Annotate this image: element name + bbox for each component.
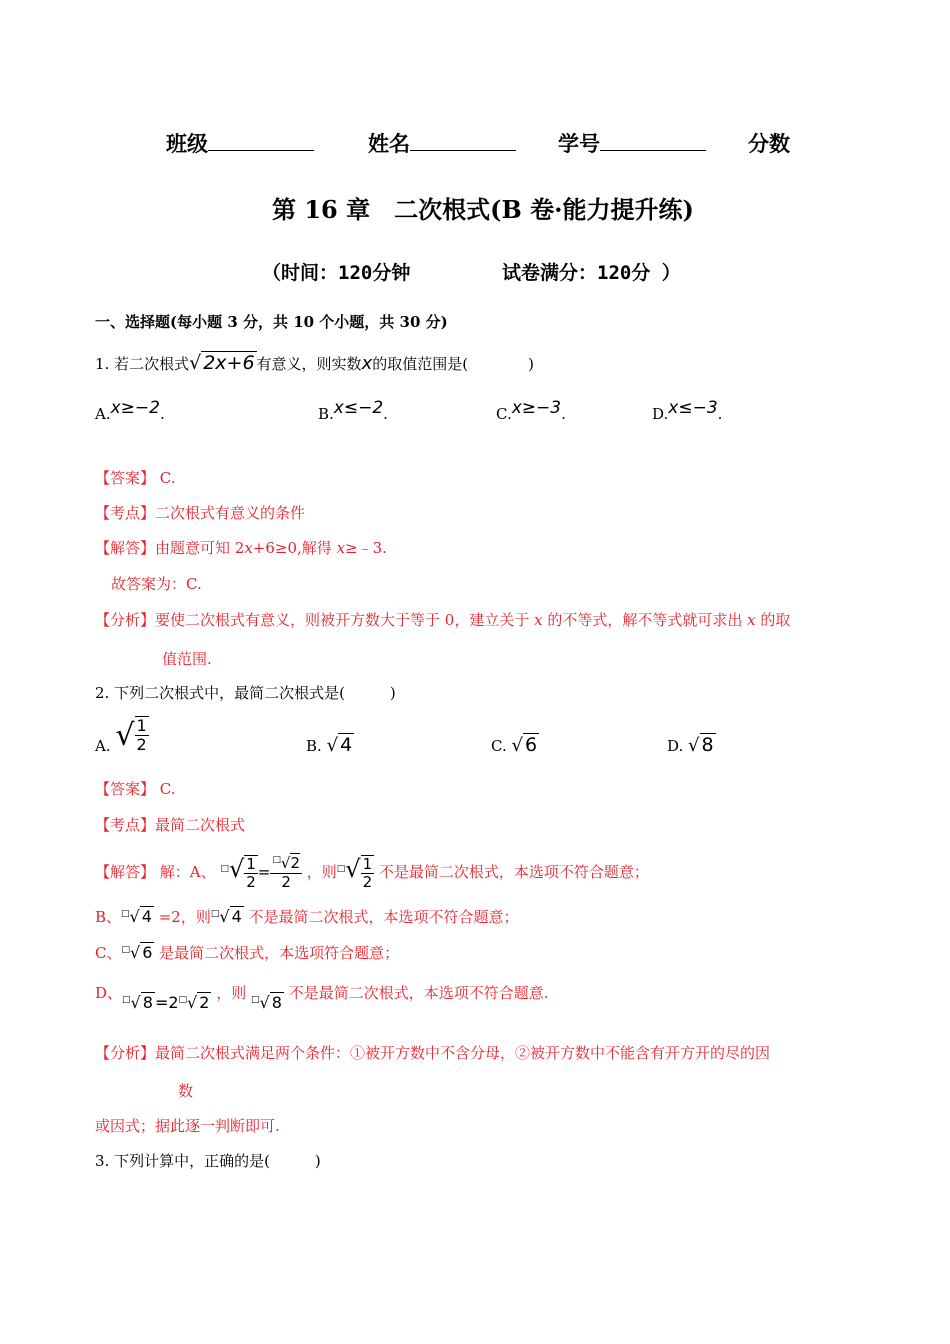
- line-text: 是最简二次根式，本选项符合题意；: [159, 944, 400, 962]
- sqrt-symbol: √: [189, 352, 202, 374]
- fraction: [270, 855, 302, 891]
- question-3: 3. 下列计算中，正确的是( ): [95, 1152, 321, 1170]
- placeholder-box: □: [251, 995, 260, 1005]
- sqrt-symbol: √: [130, 993, 141, 1012]
- fraction: [244, 855, 258, 892]
- q1-var: x: [361, 353, 373, 374]
- q2-line-d: [95, 982, 549, 1012]
- q2-jieda-a: [95, 846, 649, 892]
- option-end: .: [717, 405, 723, 423]
- option-label: A.: [95, 736, 111, 755]
- q1-answer: [95, 467, 176, 488]
- q1-option-a[interactable]: [95, 398, 165, 424]
- option-end: .: [159, 405, 165, 423]
- jieda-var: x: [244, 539, 253, 557]
- radicand: 4: [340, 734, 353, 756]
- equals-two: =2: [154, 993, 179, 1012]
- q2-kaodian: [95, 814, 245, 835]
- sqrt-symbol: √: [511, 735, 523, 756]
- radicand: 8: [142, 993, 153, 1012]
- option-label: A.: [95, 405, 111, 423]
- jieda-var: x: [336, 539, 346, 557]
- fenxi-text: 的不等式，解不等式就可求出: [547, 611, 743, 629]
- sqrt-symbol: √: [326, 735, 339, 756]
- q2-line-c: [95, 942, 399, 963]
- line-text: ，则: [216, 984, 247, 1002]
- score-label: 分数: [748, 131, 790, 156]
- option-label: B.: [306, 737, 322, 755]
- section-heading: 一、选择题(每小题 3 分，共 10 个小题，共 30 分): [95, 313, 448, 331]
- option-end: .: [561, 405, 566, 423]
- option-end: .: [383, 405, 388, 423]
- equals: =: [257, 863, 271, 881]
- radicand: 2: [290, 854, 300, 873]
- option-expr: x≥−3: [511, 398, 562, 418]
- kaodian-text: 最简二次根式: [155, 816, 246, 834]
- option-expr: x≤−2: [333, 398, 384, 418]
- numerator: 1: [136, 716, 147, 735]
- radicand: 4: [141, 907, 152, 926]
- sqrt-symbol: √: [115, 717, 135, 753]
- answer-value: C.: [159, 780, 176, 798]
- radicand: 2: [199, 993, 210, 1012]
- kaodian-tag: 【考点】: [95, 504, 156, 522]
- name-blank[interactable]: [410, 132, 516, 151]
- line-text: =2，则: [158, 908, 211, 926]
- fenxi-var: x: [534, 611, 543, 629]
- kaodian-text: 二次根式有意义的条件: [155, 504, 306, 522]
- placeholder-box: □: [121, 909, 130, 919]
- fenxi-tag: 【分析】: [95, 1044, 156, 1062]
- q1-radical: [189, 351, 256, 374]
- q2-option-d[interactable]: [667, 734, 716, 756]
- line-label: C、: [95, 944, 122, 962]
- class-label: 班级: [166, 131, 208, 156]
- placeholder-box: □: [210, 909, 220, 919]
- answer-value: C.: [159, 469, 176, 487]
- denominator: 2: [281, 872, 291, 891]
- jieda-tag: 【解答】: [95, 539, 156, 557]
- q2-line-b: [95, 906, 519, 927]
- q2-fenxi-cont: 数: [178, 1082, 194, 1100]
- q2-fenxi: [95, 1042, 770, 1063]
- name-label: 姓名: [368, 131, 410, 156]
- class-blank[interactable]: [208, 132, 314, 151]
- id-label: 学号: [558, 131, 600, 156]
- sqrt-symbol: √: [130, 943, 141, 962]
- q1-fenxi: [95, 609, 790, 630]
- fenxi-var: x: [747, 611, 756, 629]
- numerator: 1: [362, 854, 373, 873]
- q2-option-a[interactable]: [95, 716, 149, 755]
- fenxi-text: 最简二次根式满足两个条件：①被开方数中不含分母，②被开方数中不能含有开方开的尽的因: [155, 1044, 771, 1062]
- id-field[interactable]: [558, 128, 706, 158]
- fraction: [361, 855, 375, 892]
- q1-radicand: 2x+6: [203, 352, 255, 374]
- question-1: [95, 350, 534, 377]
- option-expr: x≤−3: [668, 398, 718, 418]
- fraction: [135, 716, 149, 755]
- placeholder-box: □: [272, 855, 281, 866]
- radicand: 4: [231, 907, 242, 926]
- sqrt-symbol: √: [345, 855, 361, 883]
- denominator: 2: [136, 735, 147, 755]
- name-field[interactable]: [368, 128, 516, 158]
- q1-option-c[interactable]: [496, 398, 566, 424]
- option-label: C.: [496, 405, 512, 423]
- jieda-text: ≥﹣3.: [345, 539, 387, 557]
- q2-option-b[interactable]: [306, 734, 354, 756]
- id-blank[interactable]: [600, 132, 706, 151]
- jieda-tag: 【解答】: [95, 863, 156, 881]
- option-label: C.: [491, 737, 507, 755]
- q1-prefix: 1. 若二次根式: [95, 355, 190, 373]
- q1-fenxi-cont: 值范围.: [162, 650, 212, 668]
- q1-jieda: [95, 537, 387, 558]
- score-info: 试卷满分：120分 ）: [502, 262, 681, 284]
- q1-suffix: 有意义，则实数: [256, 355, 362, 373]
- jieda-text: +6≥0,解得: [252, 539, 332, 557]
- q1-option-d[interactable]: [652, 398, 723, 424]
- radicand: 6: [142, 943, 153, 962]
- fenxi-text: 的取: [760, 611, 791, 629]
- placeholder-box: □: [122, 995, 131, 1005]
- placeholder-box: □: [178, 995, 188, 1005]
- jieda-text: 由题意可知 2: [155, 539, 245, 557]
- option-label: B.: [318, 405, 334, 423]
- q2-answer: [95, 778, 176, 799]
- q1-suffix2: 的取值范围是( ): [372, 355, 534, 373]
- sqrt-symbol: √: [259, 993, 270, 1012]
- denominator: 2: [362, 873, 373, 891]
- line-label: D、: [95, 984, 123, 1002]
- sqrt-symbol: √: [219, 907, 230, 926]
- fenxi-tag: 【分析】: [95, 611, 156, 629]
- class-field[interactable]: [166, 128, 314, 158]
- option-expr: x≥−2: [110, 398, 160, 418]
- answer-tag: 【答案】: [95, 780, 156, 798]
- numerator: 1: [246, 854, 256, 873]
- placeholder-box: □: [220, 864, 229, 874]
- fenxi-text: 要使二次根式有意义，则被开方数大于等于 0，建立关于: [155, 611, 530, 629]
- kaodian-tag: 【考点】: [95, 816, 156, 834]
- line-text: 不是最简二次根式，本选项不符合题意.: [288, 984, 549, 1002]
- radicand: 8: [701, 734, 714, 756]
- q2-option-c[interactable]: [491, 734, 539, 756]
- q1-conclusion: 故答案为：C.: [111, 575, 202, 593]
- page-title: 第 16 章 二次根式(B 卷·能力提升练): [272, 195, 694, 224]
- placeholder-box: □: [336, 864, 346, 874]
- q1-option-b[interactable]: [318, 398, 388, 424]
- placeholder-box: □: [121, 945, 130, 955]
- sqrt-symbol: √: [129, 907, 140, 926]
- line-text: 不是最简二次根式，本选项不符合题意；: [248, 908, 519, 926]
- numerator: [270, 855, 302, 873]
- denominator: 2: [246, 873, 256, 891]
- question-2: 2. 下列二次根式中，最简二次根式是( ): [95, 684, 396, 702]
- answer-tag: 【答案】: [95, 469, 156, 487]
- q1-kaodian: [95, 502, 305, 523]
- sqrt-symbol: √: [187, 993, 198, 1012]
- line-label: B、: [95, 908, 122, 926]
- option-label: D.: [667, 737, 684, 755]
- radicand: 8: [271, 993, 282, 1012]
- sqrt-symbol: √: [280, 854, 291, 873]
- sqrt-symbol: √: [228, 855, 245, 883]
- radicand: 6: [524, 734, 538, 756]
- q2-fenxi-cont2: 或因式；据此逐一判断即可.: [95, 1117, 280, 1135]
- jieda-text: 不是最简二次根式，本选项不符合题意；: [378, 863, 649, 881]
- jieda-text: 解：A、: [159, 863, 216, 881]
- jieda-text: ，则: [306, 863, 337, 881]
- time-info: （时间：120分钟: [262, 262, 411, 284]
- option-label: D.: [652, 405, 669, 423]
- sqrt-symbol: √: [688, 735, 700, 756]
